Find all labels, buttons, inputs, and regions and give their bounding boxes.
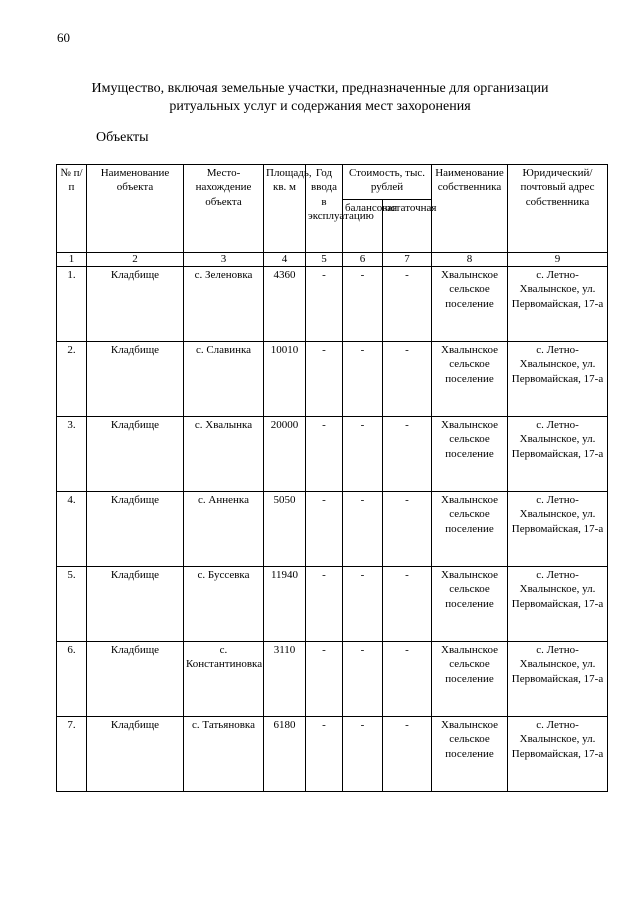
- cell-name: Кладбище: [87, 267, 184, 342]
- title-line-1: Имущество, включая земельные участки, предназначенные для организации: [91, 81, 549, 96]
- cell-book-value: -: [343, 342, 383, 417]
- column-number: 6: [343, 253, 383, 267]
- column-number: 3: [184, 253, 264, 267]
- cell-residual-value: -: [383, 567, 432, 642]
- cell-book-value: -: [343, 267, 383, 342]
- cell-year: -: [306, 342, 343, 417]
- cell-residual-value: -: [383, 492, 432, 567]
- cell-name: Кладбище: [87, 492, 184, 567]
- title-line-2: ритуальных услуг и содержания мест захоронения: [169, 99, 471, 114]
- header-cost-residual: остаточная: [383, 200, 432, 253]
- cell-area: 10010: [264, 342, 306, 417]
- cell-year: -: [306, 417, 343, 492]
- page-title: [40, 80, 600, 116]
- table-row: [57, 267, 608, 342]
- cell-book-value: -: [343, 642, 383, 717]
- cell-address: с. Летно-Хвалынское, ул. Первомайская, 17-а: [508, 717, 608, 792]
- column-number: 2: [87, 253, 184, 267]
- header-address: Юридический/почтовый адрес собственника: [508, 165, 608, 253]
- cell-area: 4360: [264, 267, 306, 342]
- cell-owner: Хвалынское сельское поселение: [432, 267, 508, 342]
- cell-area: 11940: [264, 567, 306, 642]
- cell-area: 3110: [264, 642, 306, 717]
- cell-year: -: [306, 567, 343, 642]
- cell-owner: Хвалынское сельское поселение: [432, 642, 508, 717]
- cell-location: с. Татьяновка: [184, 717, 264, 792]
- cell-location: с. Славинка: [184, 342, 264, 417]
- header-area: Площадь, кв. м: [264, 165, 306, 253]
- table-row: [57, 342, 608, 417]
- cell-location: с. Анненка: [184, 492, 264, 567]
- cell-location: с. Зеленовка: [184, 267, 264, 342]
- cell-number: 1.: [57, 267, 87, 342]
- cell-owner: Хвалынское сельское поселение: [432, 717, 508, 792]
- cell-residual-value: -: [383, 342, 432, 417]
- cell-location: с. Константиновка: [184, 642, 264, 717]
- cell-name: Кладбище: [87, 417, 184, 492]
- header-year: Год ввода в эксплуатацию: [306, 165, 343, 253]
- cell-area: 20000: [264, 417, 306, 492]
- column-number: 5: [306, 253, 343, 267]
- header-owner: Наименование собственника: [432, 165, 508, 253]
- cell-residual-value: -: [383, 717, 432, 792]
- cell-owner: Хвалынское сельское поселение: [432, 567, 508, 642]
- header-cost-book: балансовая: [343, 200, 383, 253]
- cell-owner: Хвалынское сельское поселение: [432, 342, 508, 417]
- cell-book-value: -: [343, 567, 383, 642]
- cell-residual-value: -: [383, 417, 432, 492]
- header-name: Наименование объекта: [87, 165, 184, 253]
- cell-residual-value: -: [383, 642, 432, 717]
- page-number: 60: [57, 30, 70, 45]
- cell-owner: Хвалынское сельское поселение: [432, 492, 508, 567]
- cell-number: 7.: [57, 717, 87, 792]
- header-location: Место-нахождение объекта: [184, 165, 264, 253]
- column-number-row: [57, 253, 608, 267]
- cell-name: Кладбище: [87, 342, 184, 417]
- cell-year: -: [306, 642, 343, 717]
- cell-year: -: [306, 267, 343, 342]
- cell-address: с. Летно-Хвалынское, ул. Первомайская, 17-а: [508, 267, 608, 342]
- cell-name: Кладбище: [87, 567, 184, 642]
- section-heading: Объекты: [96, 130, 149, 145]
- cell-area: 5050: [264, 492, 306, 567]
- cell-address: с. Летно-Хвалынское, ул. Первомайская, 17-а: [508, 492, 608, 567]
- column-number: 7: [383, 253, 432, 267]
- cell-residual-value: -: [383, 267, 432, 342]
- cell-number: 6.: [57, 642, 87, 717]
- column-number: 4: [264, 253, 306, 267]
- cell-number: 4.: [57, 492, 87, 567]
- cell-book-value: -: [343, 417, 383, 492]
- cell-location: с. Хвалынка: [184, 417, 264, 492]
- cell-owner: Хвалынское сельское поселение: [432, 417, 508, 492]
- cell-number: 3.: [57, 417, 87, 492]
- cell-address: с. Летно-Хвалынское, ул. Первомайская, 17-а: [508, 342, 608, 417]
- cell-location: с. Буссевка: [184, 567, 264, 642]
- table-row: [57, 717, 608, 792]
- header-cost: Стоимость, тыс. рублей: [343, 165, 432, 200]
- header-row: [57, 165, 608, 200]
- cell-name: Кладбище: [87, 717, 184, 792]
- cell-book-value: -: [343, 492, 383, 567]
- column-number: 8: [432, 253, 508, 267]
- table-row: [57, 417, 608, 492]
- cell-year: -: [306, 717, 343, 792]
- cell-year: -: [306, 492, 343, 567]
- table-row: [57, 567, 608, 642]
- cell-address: с. Летно-Хвалынское, ул. Первомайская, 17-а: [508, 417, 608, 492]
- table-row: [57, 642, 608, 717]
- cell-area: 6180: [264, 717, 306, 792]
- cell-name: Кладбище: [87, 642, 184, 717]
- cell-number: 2.: [57, 342, 87, 417]
- column-number: 9: [508, 253, 608, 267]
- table-row: [57, 492, 608, 567]
- cell-address: с. Летно-Хвалынское, ул. Первомайская, 17-а: [508, 567, 608, 642]
- cell-book-value: -: [343, 717, 383, 792]
- header-num: № п/п: [57, 165, 87, 253]
- objects-table: [56, 164, 608, 792]
- column-number: 1: [57, 253, 87, 267]
- cell-number: 5.: [57, 567, 87, 642]
- cell-address: с. Летно-Хвалынское, ул. Первомайская, 17-а: [508, 642, 608, 717]
